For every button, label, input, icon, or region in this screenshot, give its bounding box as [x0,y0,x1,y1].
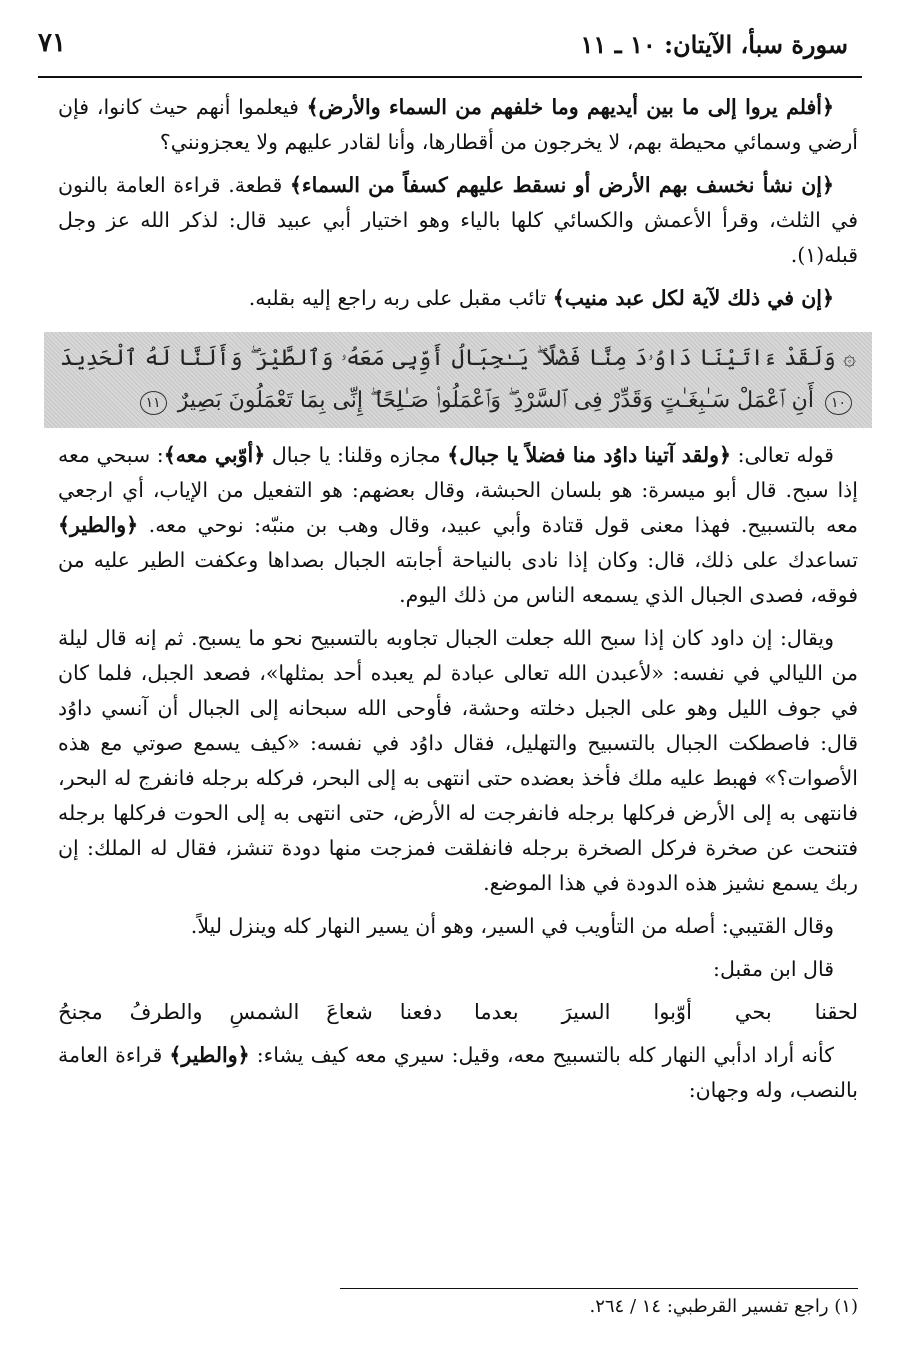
paragraph-7: قال ابن مقبل: [713,957,834,981]
verse-text-11: أَنِ ٱعْمَلْ سَـٰبِغَـٰتٍ وَقَدِّرْ فِى ٱلسَّرْدِ ۖ وَٱعْمَلُوا۟ صَـٰلِحًا ۖ إِنِّى بِمَا تَعْمَلُونَ بَصِيرٌ [177,388,814,413]
paragraph-text: قوله تعالى: [731,443,834,467]
quran-quote: ﴿أوّبي معه﴾ [163,443,266,467]
paragraph-1 [58,90,858,160]
paragraph-text: فيعلموا أنهم حيث كانوا، فإن أرضي وسمائي محيطة بهم، لا يخرجون من أقطارها، وأنا لقادر عليهم ولا يعجزونني؟ [58,95,858,154]
paragraph-text: قراءة العامة بالنصب، وله وجهان: [58,1043,858,1102]
body-text [58,90,858,1116]
paragraph-6: وقال القتيبي: أصله من التأويب في السير، وهو أن يسير النهار كله وينزل ليلاً. [190,914,834,938]
header-rule [38,76,862,78]
paragraph-3 [58,281,858,316]
verse-text-10: ۞ وَلَقَدْ ءَاتَيْنَا دَاوُۥدَ مِنَّا فَضْلًا ۖ يَـٰجِبَالُ أَوِّبِى مَعَهُۥ وَٱلطَّيْرَ ۖ وَأَلَنَّا لَهُ ٱلْحَدِيدَ [60,346,856,371]
quran-quote: ﴿والطير﴾ [169,1043,250,1067]
running-header-title: سورة سبأ، الآيتان: ١٠ ـ ١١ [580,30,848,59]
footnote-rule [340,1288,858,1289]
paragraph-text: كأنه أراد ادأبي النهار كله بالتسبيح معه، وقيل: سيري معه كيف يشاء: [249,1043,834,1067]
paragraph-text: : سبحي معه إذا سبح. قال أبو ميسرة: هو بلسان الحبشة، وقال بعضهم: هو التفعيل من الإياب، أي ارجعي معه بالتسبيح. فهذا معنى قول قتادة وأبي عبيد، وقال وهب بن منبّه: نوحي معه. [58,443,858,537]
quran-quote: ﴿إن في ذلك لآية لكل عبد منيب﴾ [552,286,834,310]
poem-second-hemistich: دفعنا شعاعَ الشمسِ والطرفُ مجنحُ [58,1000,442,1024]
poem-verse [58,995,858,1030]
page-number: ٧١ [38,28,66,58]
paragraph-8 [58,1038,858,1108]
poem-first-hemistich: لحقنا بحي أوّبوا السيرَ بعدما [474,1000,858,1024]
paragraph-2 [58,168,858,273]
verse-box [44,332,872,428]
quran-quote: ﴿إن نشأ نخسف بهم الأرض أو نسقط عليهم كسفاً من السماء﴾ [289,173,834,197]
paragraph-text: تساعدك على ذلك، قال: وكان إذا نادى بالنياحة أجابته الجبال بصداها وعكفت الطير عليه من فوقه، فصدى الجبال الذي يسمعه الناس من ذلك اليوم. [58,548,858,607]
paragraph-4 [58,438,858,613]
footnote: (١) راجع تفسير القرطبي: ١٤ / ٢٦٤. [589,1296,858,1317]
paragraph-text: مجازه وقلنا: يا جبال [265,443,448,467]
paragraph-text: تائب مقبل على ربه راجع إليه بقلبه. [248,286,553,310]
verse-number-marker: ١٠ [825,391,852,415]
paragraph-5: ويقال: إن داود كان إذا سبح الله جعلت الجبال تجاوبه بالتسبيح نحو ما يسبح. ثم إنه قال ليلة من الليالي في نفسه: «لأعبدن الله تعالى عبادة لم يعبده أحد بمثلها»، فصعد الجبل، فلما كان في جوف الليل وهو على الجبل دخلته وحشة، فأوحى الله سبحانه إلى الجبال أن آنسي داوُد قال: فاصطكت الجبال بالتسبيح والتهليل، فقال داوُد في نفسه: «كيف يسمع صوتي مع هذه الأصوات؟» فهبط عليه ملك فأخذ بعضده حتى انتهى به إلى البحر، فركله برجله فانفرج له البحر، فانتهى به إلى الأرض فركلها برجله فانفرجت له الأرض، حتى انتهى به إلى الحوت فركلها برجله فتنحت عن صخرة فركل الصخرة برجله فانفلقت فمزجت منها دودة تنشز، فقال له الملك: إن ربك يسمع نشيز هذه الدودة في هذا الموضع. [58,626,858,895]
quran-quote: ﴿والطير﴾ [58,513,139,537]
verse-number-marker: ١١ [140,391,167,415]
quran-quote: ﴿أفلم يروا إلى ما بين أيديهم وما خلفهم من السماء والأرض﴾ [306,95,835,119]
quran-quote: ﴿ولقد آتينا داوُد منا فضلاً يا جبال﴾ [447,443,732,467]
paragraph-text: قطعة. قراءة العامة بالنون في الثلث، وقرأ الأعمش والكسائي كلها بالياء وهو اختيار أبي عبيد قال: لذكر الله عز وجل قبله(١). [58,173,858,267]
